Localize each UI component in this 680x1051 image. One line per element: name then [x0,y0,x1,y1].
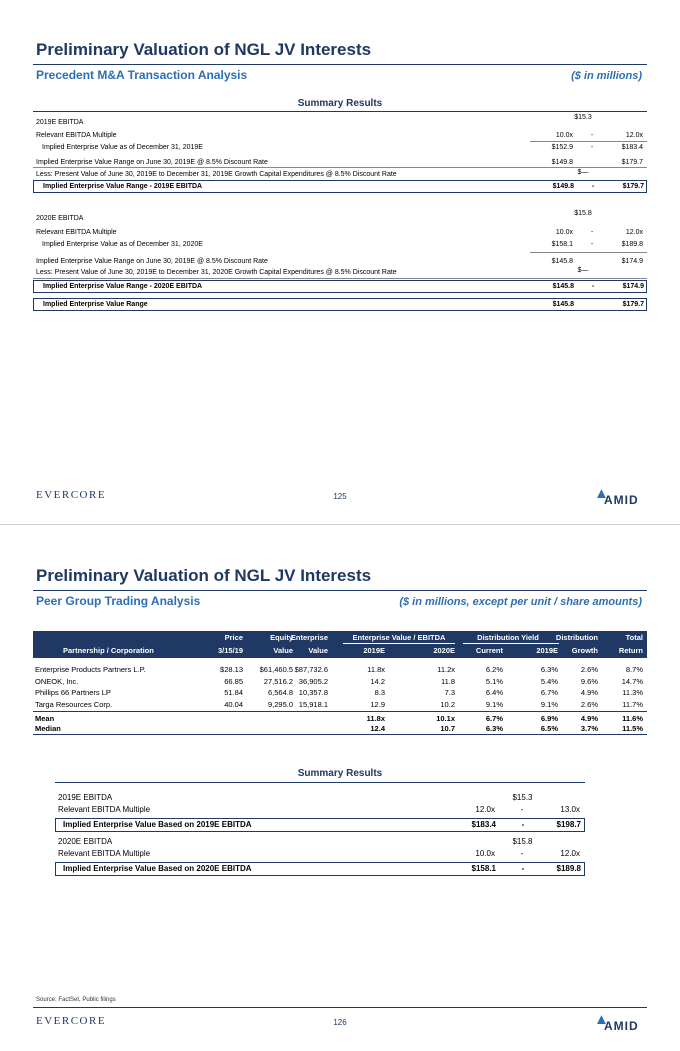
value-dash: - [590,132,594,139]
row-label: Implied Enterprise Value Range on June 30, 2019E @ 8.5% Discount Rate [36,258,268,265]
value-dash: - [590,144,594,151]
amid-logo: ▲ AMID [594,485,639,507]
amid-logo: ▲ AMID [594,1011,639,1033]
summary-row [33,280,647,293]
slide-125 [0,0,680,525]
value-low: 10.0x [475,849,495,858]
summary-row [33,227,647,238]
value-low: 10.0x [555,229,573,236]
row-label: 2019E EBITDA [36,119,84,126]
summary-row [55,862,585,876]
page-subtitle: Precedent M&A Transaction Analysis [36,68,248,82]
cell: 7.3 [444,688,455,697]
header-yield-2019e: 2019E [536,646,558,655]
summary-row [33,180,647,193]
cell: 6.2% [485,665,503,674]
cell: 6.3% [485,724,503,733]
header-current: Current [475,646,503,655]
value-high: 12.0x [625,229,643,236]
value-mid: $— [577,169,589,176]
summary-row [55,792,585,804]
page-number: 126 [333,1018,347,1027]
company-name: Targa Resources Corp. [35,699,113,709]
cell: $28.13 [220,665,243,674]
row-rule [530,252,647,253]
stat-label: Mean [35,714,55,723]
summary-row [33,142,647,153]
summary-row [33,239,647,250]
table-row [33,676,647,687]
evercore-logo: EVERCORE [36,489,107,501]
value-high: $174.9 [622,283,644,290]
summary-row [33,169,647,180]
cell: 9.1% [485,699,503,709]
cell: 40.04 [224,699,243,709]
value-dash: - [591,183,595,190]
summary-row [33,267,647,278]
row-label: Implied Enterprise Value Range - 2020E EBITDA [43,283,203,290]
value-dash: - [590,229,594,236]
table-row [33,699,647,710]
row-label: Relevant EBITDA Multiple [58,805,151,814]
summary-row [55,836,585,848]
cell: 12.4 [370,724,385,733]
value-low: $145.8 [552,283,574,290]
value-dash: - [520,805,524,814]
company-name: Enterprise Products Partners L.P. [35,665,146,674]
value-low: $145.8 [551,258,573,265]
cell: 11.8x [366,714,385,723]
table-bottom-rule [33,734,647,735]
summary-row [33,256,647,267]
cell: 11.3% [622,688,643,697]
header-2020e: 2020E [433,646,455,655]
cell: 9,295.0 [267,699,293,709]
cell: 2.6% [580,665,598,674]
cell: 51.84 [224,688,243,697]
value-high: $189.8 [621,241,643,248]
value-low: 12.0x [475,805,495,814]
value-high: 12.0x [625,132,643,139]
cell: 6.7% [540,688,558,697]
table-row [33,664,647,675]
cell: 6.7% [485,714,503,723]
summary-rule [33,111,647,112]
cell: $87,732.6 [294,665,328,674]
value-high: 13.0x [560,805,580,814]
cell: 6.4% [485,688,503,697]
cell: 10.2 [440,699,455,709]
summary-title: Summary Results [297,768,383,779]
value-high: 12.0x [560,849,580,858]
cell: 10,357.8 [298,688,328,697]
page-title: Preliminary Valuation of NGL JV Interests [36,566,372,585]
value-mid: $15.3 [512,793,533,802]
page-title: Preliminary Valuation of NGL JV Interests [36,40,372,59]
row-rule [33,167,647,168]
summary-row [33,130,647,141]
cell: 6.9% [540,714,558,723]
evercore-logo: EVERCORE [36,1015,107,1027]
company-name: Phillips 66 Partners LP [35,688,111,697]
value-low: $158.1 [471,864,496,873]
cell: 6,564.8 [267,688,293,697]
cell: 11.2x [437,665,455,674]
company-name: ONEOK, Inc. [35,676,79,686]
page-number: 125 [333,492,347,501]
units-note: ($ in millions) [571,70,642,82]
cell: 9.1% [540,699,558,709]
row-label: Implied Enterprise Value as of December 31, 2020E [42,241,203,248]
value-dash: - [590,241,594,248]
value-high: $189.8 [556,864,581,873]
cell: 5.1% [485,676,503,686]
table-row [33,687,647,698]
value-dash: - [521,864,525,873]
stats-row [33,723,647,734]
value-high: $179.7 [622,301,644,308]
cell: 9.6% [580,676,598,686]
value-low: $149.8 [551,159,573,166]
stat-label: Median [35,724,61,733]
cell: 11.5% [622,724,643,733]
header-enterprise: Enterprise [290,633,328,642]
flame-icon: ▲ [594,485,609,502]
header-return: Return [618,646,643,655]
cell: 66.85 [224,676,243,686]
value-low: $158.1 [551,241,573,248]
summary-row [55,818,585,832]
header-dist-yield: Distribution Yield [477,633,539,642]
value-low: $152.9 [551,144,573,151]
row-label: 2019E EBITDA [58,793,113,802]
cell: 3.7% [580,724,598,733]
cell: 4.9% [580,688,598,697]
header-2019e: 2019E [363,646,385,655]
page-separator [0,524,680,525]
cell: 36,905.2 [298,676,328,686]
value-low: 10.0x [555,132,573,139]
source-note: Source: FactSet, Public filings [36,997,116,1003]
header-ev-ebitda: Enterprise Value / EBITDA [352,633,446,642]
cell: 5.4% [540,676,558,686]
cell: 11.8 [440,676,455,686]
cell: $61,460.5 [259,665,293,674]
summary-row [55,848,585,860]
summary-row [55,804,585,816]
row-label: Relevant EBITDA Multiple [36,132,117,139]
row-label: Relevant EBITDA Multiple [36,229,117,236]
cell: 14.7% [621,676,643,686]
summary-row [33,210,647,224]
value-dash: - [520,849,524,858]
title-divider [33,64,647,65]
cell: 6.3% [540,665,558,674]
cell: 11.7% [622,699,643,709]
cell: 8.7% [625,665,643,674]
header-growth: Growth [571,646,598,655]
page-subtitle: Peer Group Trading Analysis [36,594,201,608]
cell: 11.6% [622,714,643,723]
header-price-date: 3/15/19 [217,646,243,655]
row-label: Implied Enterprise Value Range on June 30, 2019E @ 8.5% Discount Rate [36,159,268,166]
cell: 4.9% [580,714,598,723]
header-equity: Equity [270,633,293,642]
summary-row [33,298,647,311]
footer-rule [33,1007,647,1008]
value-high: $179.7 [621,159,643,166]
cell: 27,516.2 [263,676,293,686]
header-equity-value: Value [273,646,293,655]
header-total: Total [625,633,643,642]
cell: 6.5% [540,724,558,733]
header-partnership: Partnership / Corporation [63,646,154,655]
header-price: Price [224,633,243,642]
cell: 14.2 [370,676,385,686]
summary-rule [55,782,585,783]
summary-title: Summary Results [297,98,383,109]
row-label: Implied Enterprise Value Based on 2020E EBITDA [63,864,252,873]
value-high: $183.4 [621,144,643,151]
cell: 8.3 [374,688,385,697]
title-divider [33,590,647,591]
value-low: $149.8 [552,183,574,190]
row-label: 2020E EBITDA [36,215,84,222]
value-high: $174.9 [621,258,643,265]
value-mid: $15.8 [574,210,592,217]
row-label: Less: Present Value of June 30, 2019E to December 31, 2020E Growth Capital Expenditures @ 8.5% Discount Rate [36,269,397,276]
cell: 2.6% [580,699,598,709]
cell: 10.1x [436,714,455,723]
value-low: $183.4 [471,820,496,829]
value-low: $145.8 [552,301,574,308]
row-label: Implied Enterprise Value Based on 2019E EBITDA [63,820,252,829]
value-dash: - [521,820,525,829]
row-label: Relevant EBITDA Multiple [58,849,151,858]
row-label: 2020E EBITDA [58,837,113,846]
cell: 11.8x [367,665,385,674]
value-dash: - [591,283,595,290]
row-label: Implied Enterprise Value Range [43,301,148,308]
row-rule [530,141,647,142]
slide-126 [0,526,680,1051]
cell: 10.7 [440,724,455,733]
units-note: ($ in millions, except per unit / share amounts) [399,596,642,608]
row-label: Less: Present Value of June 30, 2019E to December 31, 2019E Growth Capital Expenditures @ 8.5% Discount Rate [36,171,397,178]
value-mid: $— [577,267,589,274]
table-divider [33,711,647,712]
row-label: Implied Enterprise Value Range - 2019E EBITDA [43,183,203,190]
summary-row [33,114,647,128]
header-enterprise-value: Value [308,646,328,655]
value-mid: $15.3 [574,114,592,121]
peer-table-header [33,631,647,658]
value-high: $198.7 [556,820,581,829]
value-high: $179.7 [622,183,644,190]
cell: 12.9 [370,699,385,709]
row-label: Implied Enterprise Value as of December 31, 2019E [42,144,203,151]
cell: 15,918.1 [298,699,328,709]
flame-icon: ▲ [594,1011,609,1028]
row-rule [33,278,647,279]
value-mid: $15.8 [512,837,533,846]
header-distribution: Distribution [555,633,598,642]
